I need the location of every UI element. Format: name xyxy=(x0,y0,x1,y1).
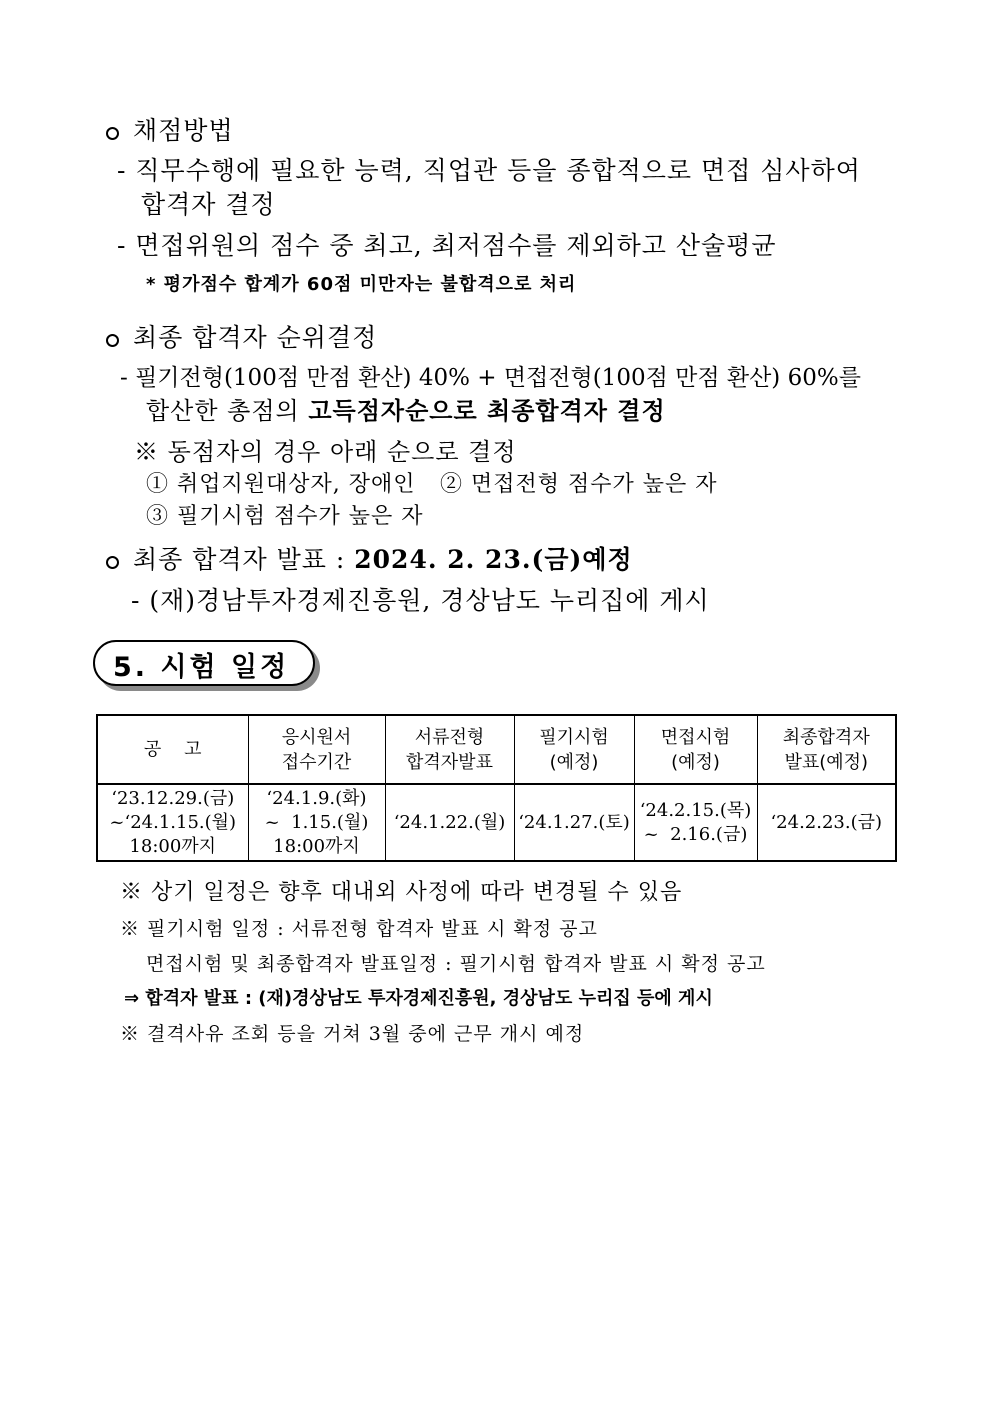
ranking-line-1: - 필기전형(100점 만점 환산) 40% + 면접전형(100점 만점 환산) 60%를 xyxy=(120,365,861,391)
note-5: ※ 결격사유 조회 등을 거쳐 3월 중에 근무 개시 예정 xyxy=(120,1023,585,1045)
schedule-table xyxy=(96,714,897,862)
ranking-heading: 최종 합격자 순위결정 xyxy=(106,318,377,354)
ranking-line-2: 합산한 총점의 고득점자순으로 최종합격자 결정 xyxy=(146,396,666,425)
tie-note: ※ 동점자의 경우 아래 순으로 결정 xyxy=(134,438,517,466)
tie-rule-1: ① 취업지원대상자, 장애인 xyxy=(146,472,416,497)
cell-written: ‘24.1.27.(토) xyxy=(514,784,634,861)
scoring-heading: 채점방법 xyxy=(106,111,234,147)
tie-rule-3: ③ 필기시험 점수가 높은 자 xyxy=(146,504,424,529)
announce-heading: 최종 합격자 발표 : 2024. 2. 23.(금)예정 xyxy=(106,540,633,576)
header-cell-application: 응시원서 접수기간 xyxy=(248,715,385,784)
table-row xyxy=(97,784,896,861)
note-3: 면접시험 및 최종합격자 발표일정 : 필기시험 합격자 발표 시 확정 공고 xyxy=(146,953,766,975)
circle-bullet-icon xyxy=(106,127,119,140)
scoring-line-1: - 직무수행에 필요한 능력, 직업관 등을 종합적으로 면접 심사하여 xyxy=(117,156,861,185)
note-4: ⇒ 합격자 발표 : (재)경상남도 투자경제진흥원, 경상남도 누리집 등에 게시 xyxy=(124,988,713,1009)
header-cell-interview: 면접시험 (예정) xyxy=(634,715,757,784)
header-cell-final: 최종합격자 발표(예정) xyxy=(757,715,896,784)
header-cell-written: 필기시험 (예정) xyxy=(514,715,634,784)
tie-rule-2: ② 면접전형 점수가 높은 자 xyxy=(440,472,718,497)
cell-document: ‘24.1.22.(월) xyxy=(385,784,514,861)
circle-bullet-icon xyxy=(106,334,119,347)
circle-bullet-icon xyxy=(106,556,119,569)
announce-date: 2024. 2. 23.(금)예정 xyxy=(354,545,633,574)
cell-application: ‘24.1.9.(화) ~ 1.15.(월) 18:00까지 xyxy=(248,784,385,861)
header-cell-announcement: 공 고 xyxy=(97,715,248,784)
scoring-line-1b: 합격자 결정 xyxy=(141,190,276,219)
cell-final: ‘24.2.23.(금) xyxy=(757,784,896,861)
header-cell-document: 서류전형 합격자발표 xyxy=(385,715,514,784)
note-1: ※ 상기 일정은 향후 대내외 사정에 따라 변경될 수 있음 xyxy=(120,880,683,905)
announce-line-1: - (재)경남투자경제진흥원, 경상남도 누리집에 게시 xyxy=(131,586,710,615)
scoring-note: * 평가점수 합계가 60점 미만자는 불합격으로 처리 xyxy=(146,274,577,295)
cell-announcement: ‘23.12.29.(금) ~‘24.1.15.(월) 18:00까지 xyxy=(97,784,248,861)
table-header-row xyxy=(97,715,896,784)
cell-interview: ‘24.2.15.(목) ~ 2.16.(금) xyxy=(634,784,757,861)
section-title: 5. 시험 일정 xyxy=(113,652,290,683)
scoring-line-2: - 면접위원의 점수 중 최고, 최저점수를 제외하고 산술평균 xyxy=(117,231,777,260)
ranking-line-2-bold: 고득점자순으로 최종합격자 결정 xyxy=(308,396,666,425)
note-2: ※ 필기시험 일정 : 서류전형 합격자 발표 시 확정 공고 xyxy=(120,918,598,940)
